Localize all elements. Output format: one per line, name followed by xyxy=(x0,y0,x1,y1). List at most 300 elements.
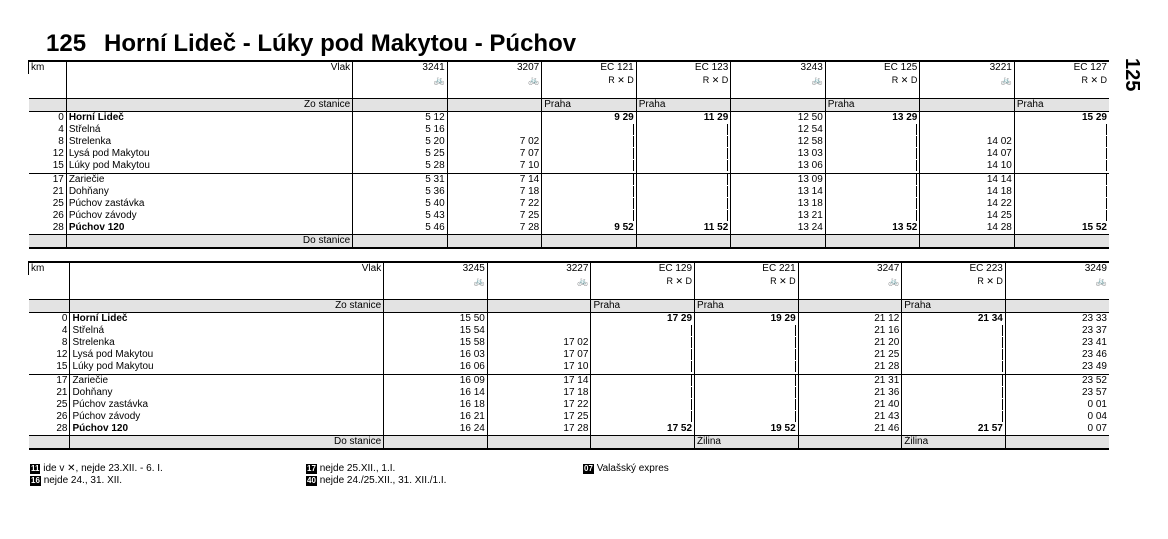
train-symbols-blank xyxy=(591,287,695,300)
departure-time xyxy=(542,148,637,160)
time-value: 23 33 xyxy=(1081,313,1107,324)
train-symbols-row-2 xyxy=(29,86,1110,99)
time-value: 11 52 xyxy=(703,222,729,234)
time-value: 14 25 xyxy=(986,210,1012,222)
vlak-header: Vlak xyxy=(66,61,352,74)
station-row xyxy=(29,173,1110,186)
departure-time xyxy=(542,124,637,136)
station-km: 12 xyxy=(56,349,68,361)
time-value: 21 12 xyxy=(874,313,900,324)
departure-time xyxy=(1005,313,1109,326)
train-number: 3241 xyxy=(353,61,448,74)
station-name: Horní Lideč xyxy=(70,313,384,326)
pass-through-mark xyxy=(1106,186,1107,197)
time-value: 15 52 xyxy=(1081,222,1107,234)
time-value: 16 03 xyxy=(459,349,485,361)
departure-time xyxy=(447,148,542,160)
train-symbols: 🚲 xyxy=(384,275,488,287)
train-number: 3247 xyxy=(798,262,902,275)
pass-through-mark xyxy=(1002,411,1003,422)
pass-through-mark xyxy=(1002,325,1003,336)
to-station-row xyxy=(29,235,1110,249)
train-number: 3243 xyxy=(731,61,826,74)
departure-time xyxy=(636,198,731,210)
time-value: 5 28 xyxy=(425,160,445,172)
departure-time xyxy=(487,349,591,361)
page-title xyxy=(46,30,576,58)
station-name: Lysá pod Makytou xyxy=(70,349,384,361)
time-value: 5 12 xyxy=(425,112,445,123)
departure-time xyxy=(695,349,799,361)
time-value: 21 28 xyxy=(874,361,900,373)
time-value: 23 46 xyxy=(1081,349,1107,361)
departure-time xyxy=(353,112,448,125)
pass-through-mark xyxy=(727,186,728,197)
to-station xyxy=(1005,436,1109,450)
departure-time xyxy=(353,186,448,198)
departure-time xyxy=(798,423,902,436)
time-value: 7 07 xyxy=(519,148,540,160)
train-symbols-blank xyxy=(902,287,1006,300)
train-symbols-blank xyxy=(384,287,488,300)
from-station: Praha xyxy=(636,99,731,112)
departure-time xyxy=(902,411,1006,423)
station-row xyxy=(29,124,1110,136)
time-value: 16 14 xyxy=(459,386,485,398)
train-number: EC 129 xyxy=(591,262,695,275)
train-symbols-row xyxy=(29,275,1110,287)
pass-through-mark xyxy=(691,325,692,336)
to-station xyxy=(487,436,591,450)
station-name: Strelenka xyxy=(66,136,352,148)
train-number: EC 223 xyxy=(902,262,1006,275)
station-km: 26 xyxy=(56,411,68,423)
time-value: 7 28 xyxy=(519,222,540,234)
from-station: Praha xyxy=(902,300,1006,313)
to-station xyxy=(591,436,695,450)
time-value: 17 18 xyxy=(563,386,589,398)
departure-time xyxy=(447,222,542,235)
pass-through-mark xyxy=(1002,349,1003,360)
time-value: 21 57 xyxy=(977,423,1003,435)
time-value: 5 25 xyxy=(425,148,445,160)
departure-time xyxy=(798,313,902,326)
station-name: Púchov závody xyxy=(70,411,384,423)
time-value: 0 04 xyxy=(1087,411,1107,423)
train-symbols: R ✕ D xyxy=(695,275,799,287)
time-value: 23 37 xyxy=(1081,325,1107,337)
departure-time xyxy=(447,160,542,173)
departure-time xyxy=(920,148,1015,160)
station-row xyxy=(29,399,1110,411)
departure-time xyxy=(731,173,826,186)
pass-through-mark xyxy=(1106,124,1107,135)
station-name: Púchov zastávka xyxy=(70,399,384,411)
pass-through-mark xyxy=(1106,174,1107,185)
departure-time xyxy=(1014,112,1109,125)
from-station-row xyxy=(29,300,1110,313)
symbols-blank xyxy=(70,275,384,287)
time-value: 12 58 xyxy=(797,136,823,148)
pass-through-mark xyxy=(727,198,728,209)
pass-through-mark xyxy=(795,361,796,372)
pass-through-mark xyxy=(727,174,728,185)
time-value: 17 10 xyxy=(563,361,589,373)
pass-through-mark xyxy=(1002,399,1003,410)
train-symbols-row xyxy=(29,74,1110,86)
time-value: 14 18 xyxy=(986,185,1012,197)
line-number: 125 xyxy=(46,30,87,57)
from-station: Praha xyxy=(591,300,695,313)
departure-time xyxy=(384,387,488,399)
departure-time xyxy=(798,325,902,337)
from-station xyxy=(487,300,591,313)
legend-col-1 xyxy=(30,463,163,487)
departure-time xyxy=(1014,198,1109,210)
train-number: EC 123 xyxy=(636,61,731,74)
station-row xyxy=(29,325,1110,337)
train-symbols-blank xyxy=(920,86,1015,99)
train-symbols-blank xyxy=(487,287,591,300)
pass-through-mark xyxy=(633,186,634,197)
departure-time xyxy=(447,173,542,186)
train-number: EC 127 xyxy=(1014,61,1109,74)
train-number: 3221 xyxy=(920,61,1015,74)
to-station xyxy=(920,235,1015,249)
station-name: Púchov 120 xyxy=(66,222,352,235)
to-station xyxy=(384,436,488,450)
time-value: 11 29 xyxy=(703,112,729,123)
km-header: km xyxy=(29,61,67,74)
pass-through-mark xyxy=(916,136,917,147)
departure-time xyxy=(1014,186,1109,198)
departure-time xyxy=(695,325,799,337)
station-name: Púchov závody xyxy=(66,210,352,222)
departure-time xyxy=(902,374,1006,387)
to-station-row xyxy=(29,436,1110,450)
time-value: 21 31 xyxy=(874,374,900,386)
pass-through-mark xyxy=(795,399,796,410)
to-station xyxy=(1014,235,1109,249)
departure-time xyxy=(798,349,902,361)
km-blank xyxy=(29,287,70,300)
from-station: Praha xyxy=(695,300,799,313)
departure-time xyxy=(695,361,799,374)
station-km: 4 xyxy=(61,325,68,337)
time-value: 17 22 xyxy=(563,398,589,410)
time-value: 13 14 xyxy=(797,185,823,197)
departure-time xyxy=(1005,374,1109,387)
station-row xyxy=(29,374,1110,387)
legend-item: 16 nejde 24., 31. XII. xyxy=(31,475,123,486)
departure-time xyxy=(902,325,1006,337)
departure-time xyxy=(636,222,731,235)
departure-time xyxy=(487,374,591,387)
pass-through-mark xyxy=(691,399,692,410)
departure-time xyxy=(384,399,488,411)
to-station xyxy=(447,235,542,249)
time-value: 19 29 xyxy=(770,313,796,324)
time-value: 0 01 xyxy=(1087,398,1107,410)
station-km: 4 xyxy=(58,124,64,136)
departure-time xyxy=(731,112,826,125)
train-symbols: R ✕ D xyxy=(542,74,637,86)
time-value: 7 22 xyxy=(519,197,540,209)
from-station xyxy=(447,99,542,112)
departure-time xyxy=(731,148,826,160)
departure-time xyxy=(542,186,637,198)
departure-time xyxy=(636,210,731,222)
pass-through-mark xyxy=(633,174,634,185)
departure-time xyxy=(447,136,542,148)
train-symbols: 🚲 xyxy=(798,275,902,287)
station-name: Lúky pod Makytou xyxy=(70,361,384,374)
time-value: 17 52 xyxy=(667,423,693,435)
to-station xyxy=(353,235,448,249)
departure-time xyxy=(825,222,920,235)
station-km: 21 xyxy=(52,185,64,197)
departure-time xyxy=(636,148,731,160)
legend-item: 11 ide v ✕, nejde 23.XII. - 6. I. xyxy=(31,463,163,474)
train-symbols-row-2 xyxy=(29,287,1110,300)
side-line-number: 125 xyxy=(1121,58,1143,92)
departure-time xyxy=(920,198,1015,210)
train-number: EC 221 xyxy=(695,262,799,275)
departure-time xyxy=(695,423,799,436)
km-blank xyxy=(29,436,70,450)
time-value: 23 52 xyxy=(1081,374,1107,386)
station-name: Lysá pod Makytou xyxy=(66,148,352,160)
time-value: 14 14 xyxy=(986,173,1012,185)
time-value: 5 16 xyxy=(425,124,445,136)
time-value: 17 25 xyxy=(563,411,589,423)
from-station: Praha xyxy=(825,99,920,112)
pass-through-mark xyxy=(916,186,917,197)
from-station: Praha xyxy=(542,99,637,112)
departure-time xyxy=(731,160,826,173)
station-row xyxy=(29,361,1110,374)
departure-time xyxy=(384,337,488,349)
pass-through-mark xyxy=(1002,387,1003,398)
train-symbols: R ✕ D xyxy=(825,74,920,86)
departure-time xyxy=(487,423,591,436)
station-name: Horní Lideč xyxy=(66,112,352,125)
train-symbols: 🚲 xyxy=(447,74,542,86)
departure-time xyxy=(902,361,1006,374)
pass-through-mark xyxy=(916,160,917,171)
departure-time xyxy=(695,337,799,349)
time-value: 16 09 xyxy=(459,374,485,386)
departure-time xyxy=(542,136,637,148)
train-symbols-blank xyxy=(542,86,637,99)
time-value: 19 52 xyxy=(770,423,796,435)
departure-time xyxy=(353,198,448,210)
time-value: 13 21 xyxy=(797,210,823,222)
departure-time xyxy=(447,198,542,210)
departure-time xyxy=(384,349,488,361)
departure-time xyxy=(1005,325,1109,337)
pass-through-mark xyxy=(727,148,728,159)
departure-time xyxy=(487,361,591,374)
departure-time xyxy=(487,399,591,411)
departure-time xyxy=(798,374,902,387)
time-value: 17 02 xyxy=(563,337,589,349)
from-station xyxy=(731,99,826,112)
from-station: Praha xyxy=(1014,99,1109,112)
train-number: 3227 xyxy=(487,262,591,275)
departure-time xyxy=(902,399,1006,411)
station-row xyxy=(29,160,1110,173)
pass-through-mark xyxy=(727,160,728,171)
pass-through-mark xyxy=(795,325,796,336)
legend-col-2 xyxy=(306,463,446,487)
departure-time xyxy=(636,136,731,148)
from-station xyxy=(353,99,448,112)
departure-time xyxy=(825,112,920,125)
station-name: Púchov 120 xyxy=(70,423,384,436)
station-name: Zariečie xyxy=(70,374,384,387)
symbols-blank xyxy=(66,74,352,86)
time-value: 5 20 xyxy=(425,136,445,148)
station-km: 28 xyxy=(52,222,64,234)
departure-time xyxy=(825,148,920,160)
departure-time xyxy=(825,124,920,136)
departure-time xyxy=(920,160,1015,173)
train-symbols: R ✕ D xyxy=(902,275,1006,287)
departure-time xyxy=(591,399,695,411)
departure-time xyxy=(731,222,826,235)
time-value: 21 16 xyxy=(874,325,900,337)
time-value: 5 36 xyxy=(425,185,445,197)
time-value: 15 54 xyxy=(459,325,485,337)
departure-time xyxy=(695,374,799,387)
pass-through-mark xyxy=(633,160,634,171)
time-value: 21 36 xyxy=(874,386,900,398)
pass-through-mark xyxy=(795,337,796,348)
departure-time xyxy=(1005,349,1109,361)
time-value: 16 24 xyxy=(459,423,485,435)
departure-time xyxy=(353,148,448,160)
train-symbols-blank xyxy=(731,86,826,99)
train-symbols-blank xyxy=(798,287,902,300)
departure-time xyxy=(636,173,731,186)
departure-time xyxy=(353,210,448,222)
departure-time xyxy=(353,173,448,186)
pass-through-mark xyxy=(633,148,634,159)
time-value: 14 22 xyxy=(986,197,1012,209)
departure-time xyxy=(902,423,1006,436)
station-km: 0 xyxy=(61,313,68,324)
time-value: 16 18 xyxy=(459,398,485,410)
station-row xyxy=(29,112,1110,125)
departure-time xyxy=(487,325,591,337)
train-symbols-blank xyxy=(636,86,731,99)
to-station xyxy=(731,235,826,249)
departure-time xyxy=(353,160,448,173)
departure-time xyxy=(636,112,731,125)
time-value: 5 43 xyxy=(425,210,445,222)
to-station-label: Do stanice xyxy=(66,235,352,249)
from-station xyxy=(920,99,1015,112)
station-km: 25 xyxy=(56,398,68,410)
train-symbols: 🚲 xyxy=(731,74,826,86)
km-blank xyxy=(29,99,67,112)
station-name: Střelná xyxy=(66,124,352,136)
pass-through-mark xyxy=(795,375,796,386)
time-value: 21 25 xyxy=(874,349,900,361)
train-symbols: R ✕ D xyxy=(636,74,731,86)
time-value: 12 50 xyxy=(797,112,823,123)
time-value: 16 06 xyxy=(459,361,485,373)
station-row xyxy=(29,136,1110,148)
departure-time xyxy=(542,198,637,210)
departure-time xyxy=(591,423,695,436)
time-value: 13 18 xyxy=(797,197,823,209)
time-value: 21 40 xyxy=(874,398,900,410)
departure-time xyxy=(1014,222,1109,235)
time-value: 0 07 xyxy=(1087,423,1107,435)
departure-time xyxy=(920,222,1015,235)
pass-through-mark xyxy=(916,124,917,135)
departure-time xyxy=(636,186,731,198)
time-value: 21 34 xyxy=(977,313,1003,324)
from-station-label: Zo stanice xyxy=(66,99,352,112)
train-symbols-blank xyxy=(1005,287,1109,300)
time-value: 5 40 xyxy=(425,197,445,209)
time-value: 17 14 xyxy=(563,374,589,386)
to-station-label: Do stanice xyxy=(70,436,384,450)
pass-through-mark xyxy=(1106,136,1107,147)
to-station: Žilina xyxy=(695,436,799,450)
station-name: Zariečie xyxy=(66,173,352,186)
departure-time xyxy=(798,411,902,423)
station-name: Dohňany xyxy=(70,387,384,399)
station-row xyxy=(29,313,1110,326)
departure-time xyxy=(798,399,902,411)
legend-item: 07 Valašský expres xyxy=(584,463,669,474)
departure-time xyxy=(487,411,591,423)
pass-through-mark xyxy=(916,210,917,221)
station-km: 0 xyxy=(58,112,64,123)
to-station xyxy=(636,235,731,249)
station-row xyxy=(29,222,1110,235)
time-value: 14 02 xyxy=(986,136,1012,148)
time-value: 17 07 xyxy=(563,349,589,361)
train-number: 3207 xyxy=(447,61,542,74)
departure-time xyxy=(1005,399,1109,411)
departure-time xyxy=(1005,337,1109,349)
station-km: 12 xyxy=(52,148,64,160)
departure-time xyxy=(384,325,488,337)
departure-time xyxy=(1014,148,1109,160)
departure-time xyxy=(542,160,637,173)
time-value: 13 29 xyxy=(892,112,918,123)
time-value: 5 46 xyxy=(425,222,445,234)
departure-time xyxy=(487,387,591,399)
from-station xyxy=(798,300,902,313)
km-blank xyxy=(29,235,67,249)
time-value: 13 06 xyxy=(797,160,823,172)
train-symbols: R ✕ D xyxy=(591,275,695,287)
departure-time xyxy=(920,124,1015,136)
pass-through-mark xyxy=(1002,361,1003,372)
to-station xyxy=(542,235,637,249)
departure-time xyxy=(384,423,488,436)
departure-time xyxy=(591,374,695,387)
vlak-header: Vlak xyxy=(70,262,384,275)
pass-through-mark xyxy=(691,387,692,398)
departure-time xyxy=(1014,210,1109,222)
